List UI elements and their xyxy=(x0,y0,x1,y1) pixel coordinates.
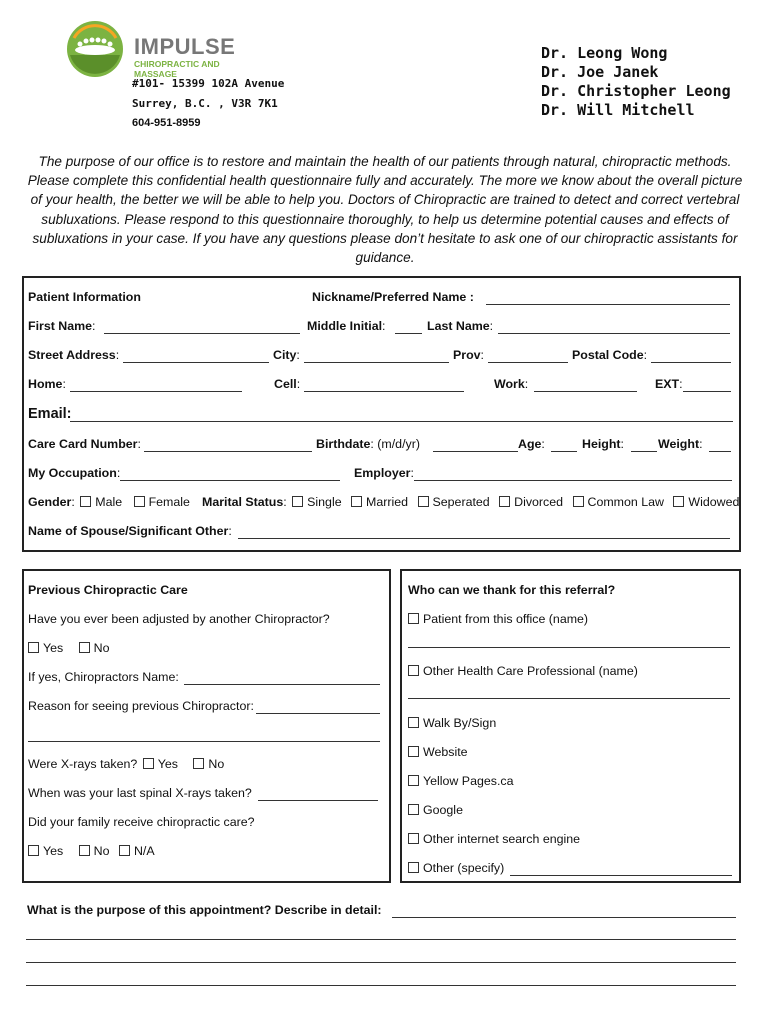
referral-patient-option: Patient from this office (name) xyxy=(423,612,589,626)
referral-website-checkbox[interactable] xyxy=(408,746,419,757)
single-option: Single xyxy=(307,495,342,509)
email-label: Email: xyxy=(28,406,72,422)
first-name-label: First Name xyxy=(28,319,93,333)
last-name-field[interactable] xyxy=(498,333,730,334)
spouse-label: Name of Spouse/Significant Other xyxy=(28,524,229,538)
referral-professional-option: Other Health Care Professional (name) xyxy=(423,664,638,678)
referral-other-checkbox[interactable] xyxy=(408,862,419,873)
referral-yellowpages-option: Yellow Pages.ca xyxy=(423,774,514,788)
referral-title: Who can we thank for this referral? xyxy=(408,583,616,597)
middle-initial-field[interactable] xyxy=(395,333,422,334)
care-card-field[interactable] xyxy=(144,451,312,452)
common-law-checkbox[interactable] xyxy=(573,496,584,507)
single-checkbox[interactable] xyxy=(292,496,303,507)
logo-emblem-icon xyxy=(66,20,124,78)
referral-website-option: Website xyxy=(423,745,468,759)
chiropractor-name-field[interactable] xyxy=(184,684,380,685)
logo-name: IMPULSE xyxy=(134,34,236,59)
height-label: Height xyxy=(582,437,621,451)
purpose-label: What is the purpose of this appointment? Describe in detail: xyxy=(27,903,382,917)
occupation-field[interactable] xyxy=(120,480,340,481)
care-card-label: Care Card Number xyxy=(28,437,138,451)
last-xray-question: When was your last spinal X-rays taken? xyxy=(28,786,252,800)
purpose-field-line[interactable] xyxy=(26,985,736,986)
separated-checkbox[interactable] xyxy=(418,496,429,507)
previous-care-title: Previous Chiropractic Care xyxy=(28,583,188,597)
occupation-label: My Occupation xyxy=(28,466,117,480)
age-label: Age xyxy=(518,437,542,451)
male-option: Male xyxy=(95,495,123,509)
referral-google-option: Google xyxy=(423,803,463,817)
age-field[interactable] xyxy=(551,451,577,452)
patient-information-section: Patient Information Nickname/Preferred Name : First Name: Middle Initial: Last Name: Street Address: City: Prov: Postal Code: Home: Cell: Work: EXT: Email: Care Card Number: Birthdate: (m/d/yr) Age: Height: Weight: My Occupation: Employer: Gender: Male Female Marital Status: Single Married Seperated Divorced Common Law Widowed Name of Spouse/Significant Other: xyxy=(22,276,741,552)
phone-number: 604-951-8959 xyxy=(132,117,201,129)
chiropractor-name-label: If yes, Chiropractors Name: xyxy=(28,670,179,684)
adjusted-question: Have you ever been adjusted by another Chiropractor? xyxy=(28,612,330,626)
birthdate-label: Birthdate xyxy=(316,437,371,451)
ext-label: EXT xyxy=(655,377,680,391)
city-label: City xyxy=(273,348,297,362)
divorced-option: Divorced xyxy=(514,495,564,509)
nickname-field[interactable] xyxy=(486,304,730,305)
employer-field[interactable] xyxy=(414,480,732,481)
nickname-label: Nickname/Preferred Name : xyxy=(312,290,474,304)
referral-professional-field[interactable] xyxy=(408,698,730,699)
common-law-option: Common Law xyxy=(587,495,664,509)
patient-info-title: Patient Information xyxy=(28,290,141,304)
married-checkbox[interactable] xyxy=(351,496,362,507)
referral-search-engine-option: Other internet search engine xyxy=(423,832,581,846)
logo-tagline: CHIROPRACTIC AND MASSAGE xyxy=(134,59,220,79)
postal-code-label: Postal Code xyxy=(572,348,644,362)
gender-label: Gender xyxy=(28,495,72,509)
adjusted-no-checkbox[interactable] xyxy=(79,642,90,653)
street-address-label: Street Address xyxy=(28,348,116,362)
referral-patient-checkbox[interactable] xyxy=(408,613,419,624)
cell-phone-field[interactable] xyxy=(304,391,464,392)
prov-label: Prov xyxy=(453,348,481,362)
married-option: Married xyxy=(366,495,409,509)
doctors-list xyxy=(541,44,731,120)
xrays-yes-option: Yes xyxy=(157,757,178,771)
family-care-question: Did your family receive chiropractic care? xyxy=(28,815,255,829)
city-field[interactable] xyxy=(304,362,449,363)
referral-patient-field[interactable] xyxy=(408,647,730,648)
family-na-checkbox[interactable] xyxy=(119,845,130,856)
home-phone-label: Home xyxy=(28,377,63,391)
adjusted-no-option: No xyxy=(93,641,110,655)
first-name-field[interactable] xyxy=(104,333,300,334)
referral-search-engine-checkbox[interactable] xyxy=(408,833,419,844)
employer-label: Employer xyxy=(354,466,411,480)
prov-field[interactable] xyxy=(488,362,568,363)
weight-label: Weight xyxy=(658,437,700,451)
xrays-no-option: No xyxy=(208,757,225,771)
referral-professional-checkbox[interactable] xyxy=(408,665,419,676)
referral-other-field[interactable] xyxy=(510,875,732,876)
purpose-field-line[interactable] xyxy=(26,939,736,940)
referral-walkby-option: Walk By/Sign xyxy=(423,716,497,730)
middle-initial-label: Middle Initial xyxy=(307,319,383,333)
family-yes-option: Yes xyxy=(43,844,64,858)
doctor-name: Dr. Christopher Leong xyxy=(541,82,731,100)
divorced-checkbox[interactable] xyxy=(499,496,510,507)
reason-label: Reason for seeing previous Chiropractor: xyxy=(28,699,254,713)
family-no-option: No xyxy=(93,844,110,858)
spouse-field[interactable] xyxy=(238,538,730,539)
reason-field[interactable] xyxy=(256,713,380,714)
xrays-question: Were X-rays taken? xyxy=(28,757,138,771)
postal-code-field[interactable] xyxy=(651,362,731,363)
separated-option: Seperated xyxy=(432,495,490,509)
referral-walkby-checkbox[interactable] xyxy=(408,717,419,728)
doctor-name: Dr. Joe Janek xyxy=(541,63,659,81)
referral-google-checkbox[interactable] xyxy=(408,804,419,815)
referral-section xyxy=(400,569,741,883)
email-field[interactable] xyxy=(70,421,733,422)
last-xray-field[interactable] xyxy=(258,800,378,801)
female-option: Female xyxy=(148,495,190,509)
work-phone-field[interactable] xyxy=(534,391,637,392)
adjusted-yes-option: Yes xyxy=(43,641,64,655)
height-field[interactable] xyxy=(631,451,657,452)
previous-care-section xyxy=(22,569,391,883)
work-phone-label: Work xyxy=(494,377,525,391)
last-name-label: Last Name xyxy=(427,319,490,333)
birthdate-field[interactable] xyxy=(433,451,518,452)
female-checkbox[interactable] xyxy=(134,496,145,507)
family-yes-checkbox[interactable] xyxy=(28,845,39,856)
impulse-logo xyxy=(66,20,246,78)
marital-status-label: Marital Status xyxy=(202,495,284,509)
xrays-no-checkbox[interactable] xyxy=(193,758,204,769)
purpose-field[interactable] xyxy=(392,917,736,918)
family-na-option: N/A xyxy=(133,844,155,858)
referral-yellowpages-checkbox[interactable] xyxy=(408,775,419,786)
referral-other-option: Other (specify) xyxy=(423,861,505,875)
weight-field[interactable] xyxy=(709,451,731,452)
family-no-checkbox[interactable] xyxy=(79,845,90,856)
address-line2: Surrey, B.C. , V3R 7K1 xyxy=(132,97,278,110)
doctor-name: Dr. Will Mitchell xyxy=(541,101,695,119)
reason-field-continued[interactable] xyxy=(28,741,380,742)
doctor-name: Dr. Leong Wong xyxy=(541,44,668,62)
adjusted-yes-checkbox[interactable] xyxy=(28,642,39,653)
street-address-field[interactable] xyxy=(123,362,269,363)
widowed-option: Widowed xyxy=(688,495,740,509)
xrays-yes-checkbox[interactable] xyxy=(143,758,154,769)
home-phone-field[interactable] xyxy=(70,391,242,392)
address-line1: #101- 15399 102A Avenue xyxy=(132,77,285,90)
cell-phone-label: Cell xyxy=(274,377,297,391)
widowed-checkbox[interactable] xyxy=(673,496,684,507)
ext-field[interactable] xyxy=(683,391,731,392)
purpose-field-line[interactable] xyxy=(26,962,736,963)
intro-paragraph: The purpose of our office is to restore and maintain the health of our patients through natural, chiropractic methods. Please complete this confidential health questionnaire fully and accurately. The more we know about the overall picture of your health, the better we will be able to help you. Doctors of Chiropractic are trained to detect and correct vertebral subluxations. Please respond to this questionnaire thoroughly, to help us determine potential causes and effects of subluxations in your case. If you have any questions please don’t hesitate to ask one of our chiropractic assistants for guidance. xyxy=(27,154,743,266)
male-checkbox[interactable] xyxy=(80,496,91,507)
birthdate-format: (m/d/yr) xyxy=(377,437,420,451)
